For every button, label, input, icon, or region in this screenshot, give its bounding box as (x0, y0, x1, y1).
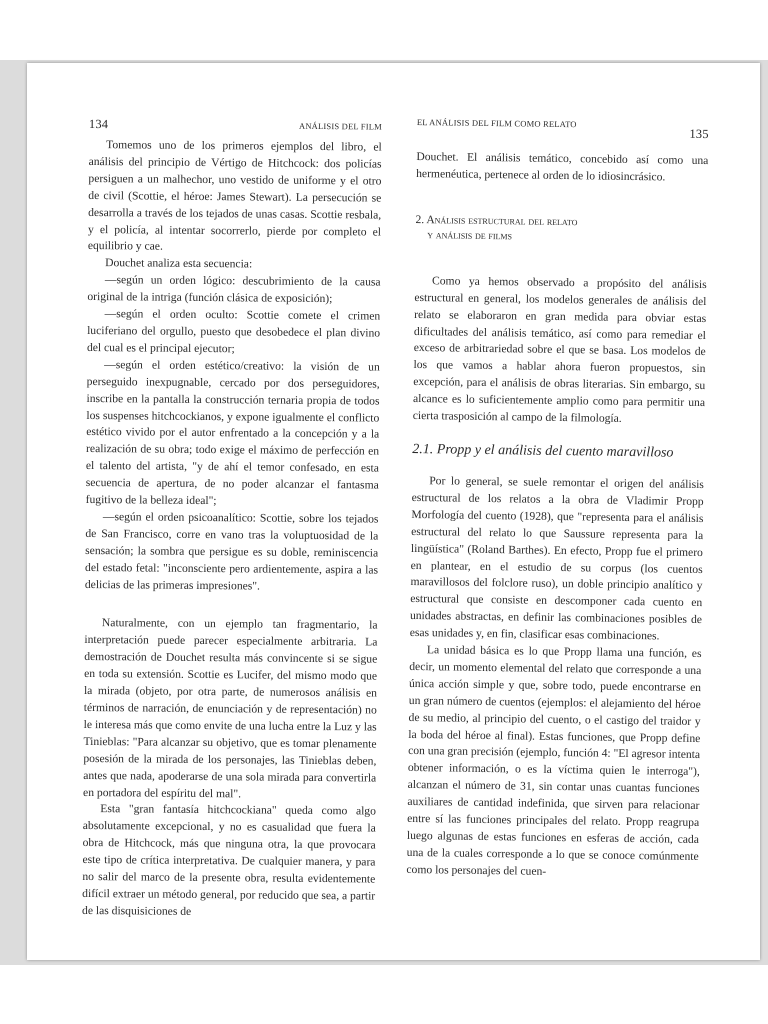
left-running-title: ANÁLISIS DEL FILM (298, 120, 382, 132)
paragraph: Naturalmente, con un ejemplo tan fragmentario, la interpretación puede parecer especialmente arbitraria. La demostración de Douchet resulta más convincente si se sigue en toda su extensión. Scottie es Lucifer, del mismo modo que la mirada (objeto, por otra parte, de numerosos análisis en términos de narración, de enunciación y de representación) no le interesa más que como envite de una lucha entre la Luz y las Tinieblas: "Para alcanzar su objetivo, que es tomar plenamente posesión de la mirada de los personajes, las Tinieblas deben, antes que nada, apoderarse de una sola mirada para convertirla en portadora del espíritu del mal". (83, 616, 378, 800)
paragraph: —según el orden psicoanalítico: Scottie, sobre los tejados de San Francisco, corre en vano tras la voluptuosidad de la sensación; la sombra que persigue es su doble, reminiscencia del estado fetal: "inconsciente pero ardientemente, aspira a las delicias de las primeras impresiones". (84, 510, 379, 593)
right-page (406, 115, 709, 883)
subsection-heading: 2.1. Propp y el análisis del cuento maravilloso (412, 441, 674, 461)
paragraph: Tomemos uno de los primeros ejemplos del libro, el análisis del principio de Vértigo de Hitchcock: dos policías persiguen a un malhechor, uno vestido de uniforme y el otro de civil (Scottie, el héroe: James Stewart). La persecución se desarrolla a través de los tejados de unas casas. Scottie resbala, y el policía, al intentar socorrerlo, pierde por completo el equilibrio y cae. (87, 138, 382, 254)
section-heading-line: 2. Análisis estructural del relato (415, 213, 578, 229)
paragraph: Douchet. El análisis temático, concebido así como una hermenéutica, pertenece al orden de lo idiosincrásico. (416, 149, 709, 184)
right-running-head (417, 115, 709, 141)
left-running-head (89, 115, 382, 140)
paragraph: —según un orden lógico: descubrimiento de la causa original de la intriga (función clásica de exposición); (87, 273, 381, 306)
paragraph: Por lo general, se suele remontar el origen del análisis estructural de los relatos a la obra de Vladimir Propp Morfología del cuento (1928), que "representa para el análisis estructural del relato lo que Saussure representa para la lingüística" (Roland Barthes). En efecto, Propp fue el primero en plantear, en el estudio de su corpus (los cuentos maravillosos del folclore ruso), un doble principio analítico y estructural que consiste en descomponer cada cuento en unidades abstractas, en definir las combinaciones posibles de esas unidades y, en fin, clasificar esas combinaciones. (409, 474, 704, 643)
right-running-title: EL ANÁLISIS DEL FILM COMO RELATO (416, 116, 577, 130)
paragraph: Esta "gran fantasía hitchcockiana" queda como algo absolutamente excepcional, y no es casualidad que fuera la obra de Hitchcock, más que ninguna otra, la que provocara este tipo de crítica interpretativa. De cualquier manera, y para no salir del marco de la presente obra, resulta evidentemente difícil extraer un método general, por reducido que sea, a partir de las disquisiciones de (82, 802, 376, 918)
viewer-background (0, 60, 768, 965)
right-page-number: 135 (689, 126, 709, 142)
paragraph: —según el orden estético/creativo: la visión de un perseguido inexpugnable, cercado por dos perseguidores, inscribe en la pantalla la construcción ternaria propia de todos los suspenses hitchcockianos, y expone igualmente el conflicto estético vivido por el autor enfrentado a la concepción y a la realización de su obra; todo exige el máximo de perfección en el talento del artista, "y de ahí el temor confesado, en esta secuencia de apertura, de no poder alcanzar el fantasma fugitivo de la belleza ideal"; (85, 357, 380, 508)
paragraph: La unidad básica es lo que Propp llama una función, es decir, un momento elemental del relato que corresponde a una única acción simple y que, sobre todo, puede encontrarse en un gran número de cuentos (ejemplos: el alejamiento del héroe de su medio, al principio del cuento, o el castigo del traidor y la boda del héroe al final). Estas funciones, que Propp define con una gran precisión (ejemplo, función 4: "El agresor intenta obtener información, o es la víctima quien le interroga"), alcanzan el número de 31, sin contar unas cuantas funciones auxiliares de cantidad indefinida, que sirven para relacionar entre sí las funciones principales del relato. Propp reagrupa luego algunas de estas funciones en esferas de acción, cada una de la cuales corresponde a lo que se conoce comúnmente como los personajes del cuen- (406, 643, 702, 878)
scanned-spread (27, 63, 760, 960)
paragraph: Douchet analiza esta secuencia: (105, 256, 253, 271)
left-page (82, 115, 382, 922)
section-heading-line: y análisis de films (427, 228, 513, 243)
section-heading (415, 213, 707, 247)
paragraph: —según el orden oculto: Scottie comete el crimen luciferiano del orgullo, puesto que desobedece el plan divino del cual es el principal ejecutor; (86, 307, 381, 356)
left-page-number: 134 (88, 116, 109, 132)
paragraph: Como ya hemos observado a propósito del análisis estructural en general, los modelos generales de análisis del relato se elaboraron en gran medida para obviar estas dificultades del análisis temático, así como para remediar el exceso de arbitrariedad sobre el que se basa. Los modelos de los que vamos a hablar ahora fueron propuestos, sin excepción, para el análisis de obras literarias. Sin embargo, su alcance es lo suficientemente amplio como para permitir una cierta trasposición al campo de la filmología. (412, 274, 707, 425)
